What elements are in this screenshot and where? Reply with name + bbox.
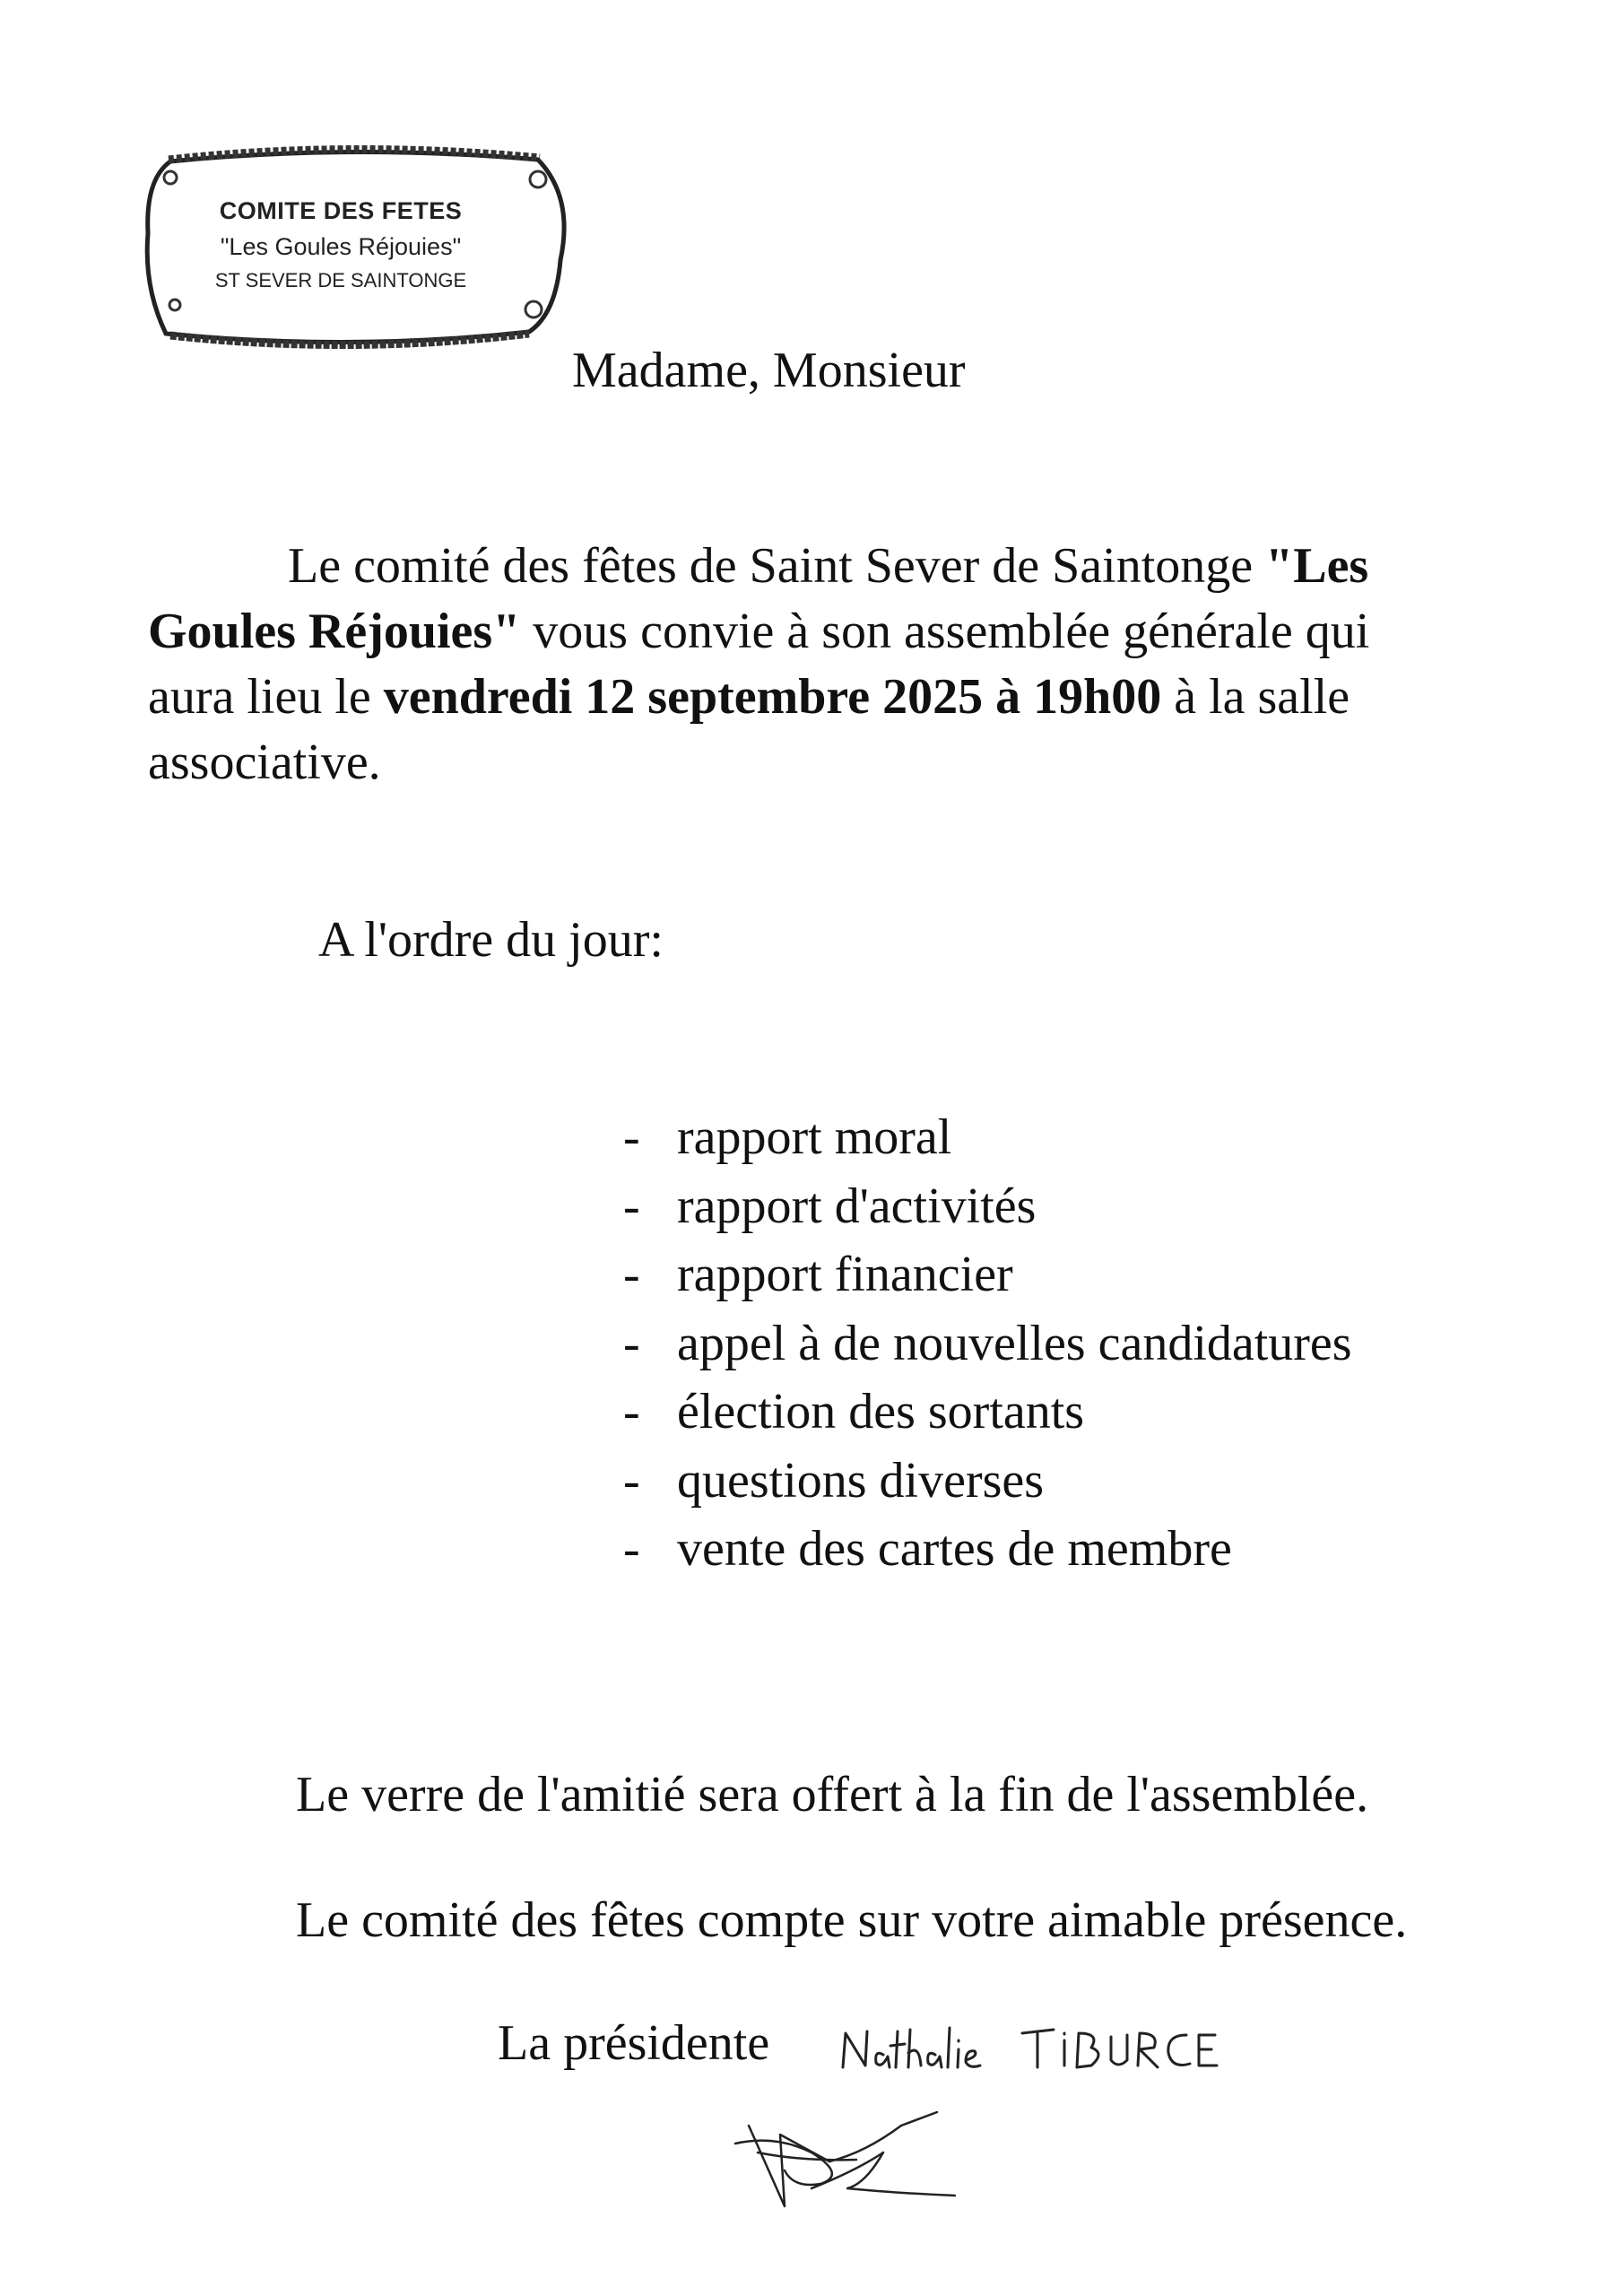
meeting-date: vendredi 12 septembre 2025 à 19h00 — [383, 669, 1162, 725]
invitation-paragraph — [148, 534, 1466, 796]
signer-title: La présidente — [498, 2015, 770, 2071]
invitation-part2: vous convie à son assemblée générale qui aura lieu le — [148, 604, 1370, 725]
agenda-item: - questions diverses — [623, 1452, 1045, 1509]
agenda-item: - rapport moral — [623, 1109, 952, 1165]
agenda-item: - vente des cartes de membre — [623, 1521, 1232, 1577]
agenda-item: - appel à de nouvelles candidatures — [623, 1315, 1352, 1371]
handwritten-name — [838, 2013, 1251, 2090]
invitation-part3: à la salle associative. — [148, 669, 1350, 790]
salutation: Madame, Monsieur — [572, 343, 966, 398]
agenda-title: A l'ordre du jour: — [318, 912, 664, 968]
closing-drinks: Le verre de l'amitié sera offert à la fin de l'assemblée. — [296, 1767, 1369, 1822]
stamp-title: COMITE DES FETES — [219, 197, 463, 224]
signature — [731, 2099, 982, 2229]
agenda-list — [623, 1103, 1352, 1584]
agenda-item: - élection des sortants — [623, 1384, 1085, 1439]
invitation-part1: Le comité des fêtes de Saint Sever de Saintonge — [288, 538, 1266, 594]
agenda-item: - rapport d'activités — [623, 1178, 1037, 1234]
stamp-name: "Les Goules Réjouies" — [220, 233, 462, 260]
association-name: "Les Goules Réjouies" — [148, 538, 1369, 659]
association-stamp — [135, 144, 574, 350]
agenda-item: - rapport financier — [623, 1247, 1013, 1302]
stamp-location: ST SEVER DE SAINTONGE — [214, 269, 467, 291]
closing-presence: Le comité des fêtes compte sur votre aimable présence. — [296, 1892, 1408, 1948]
